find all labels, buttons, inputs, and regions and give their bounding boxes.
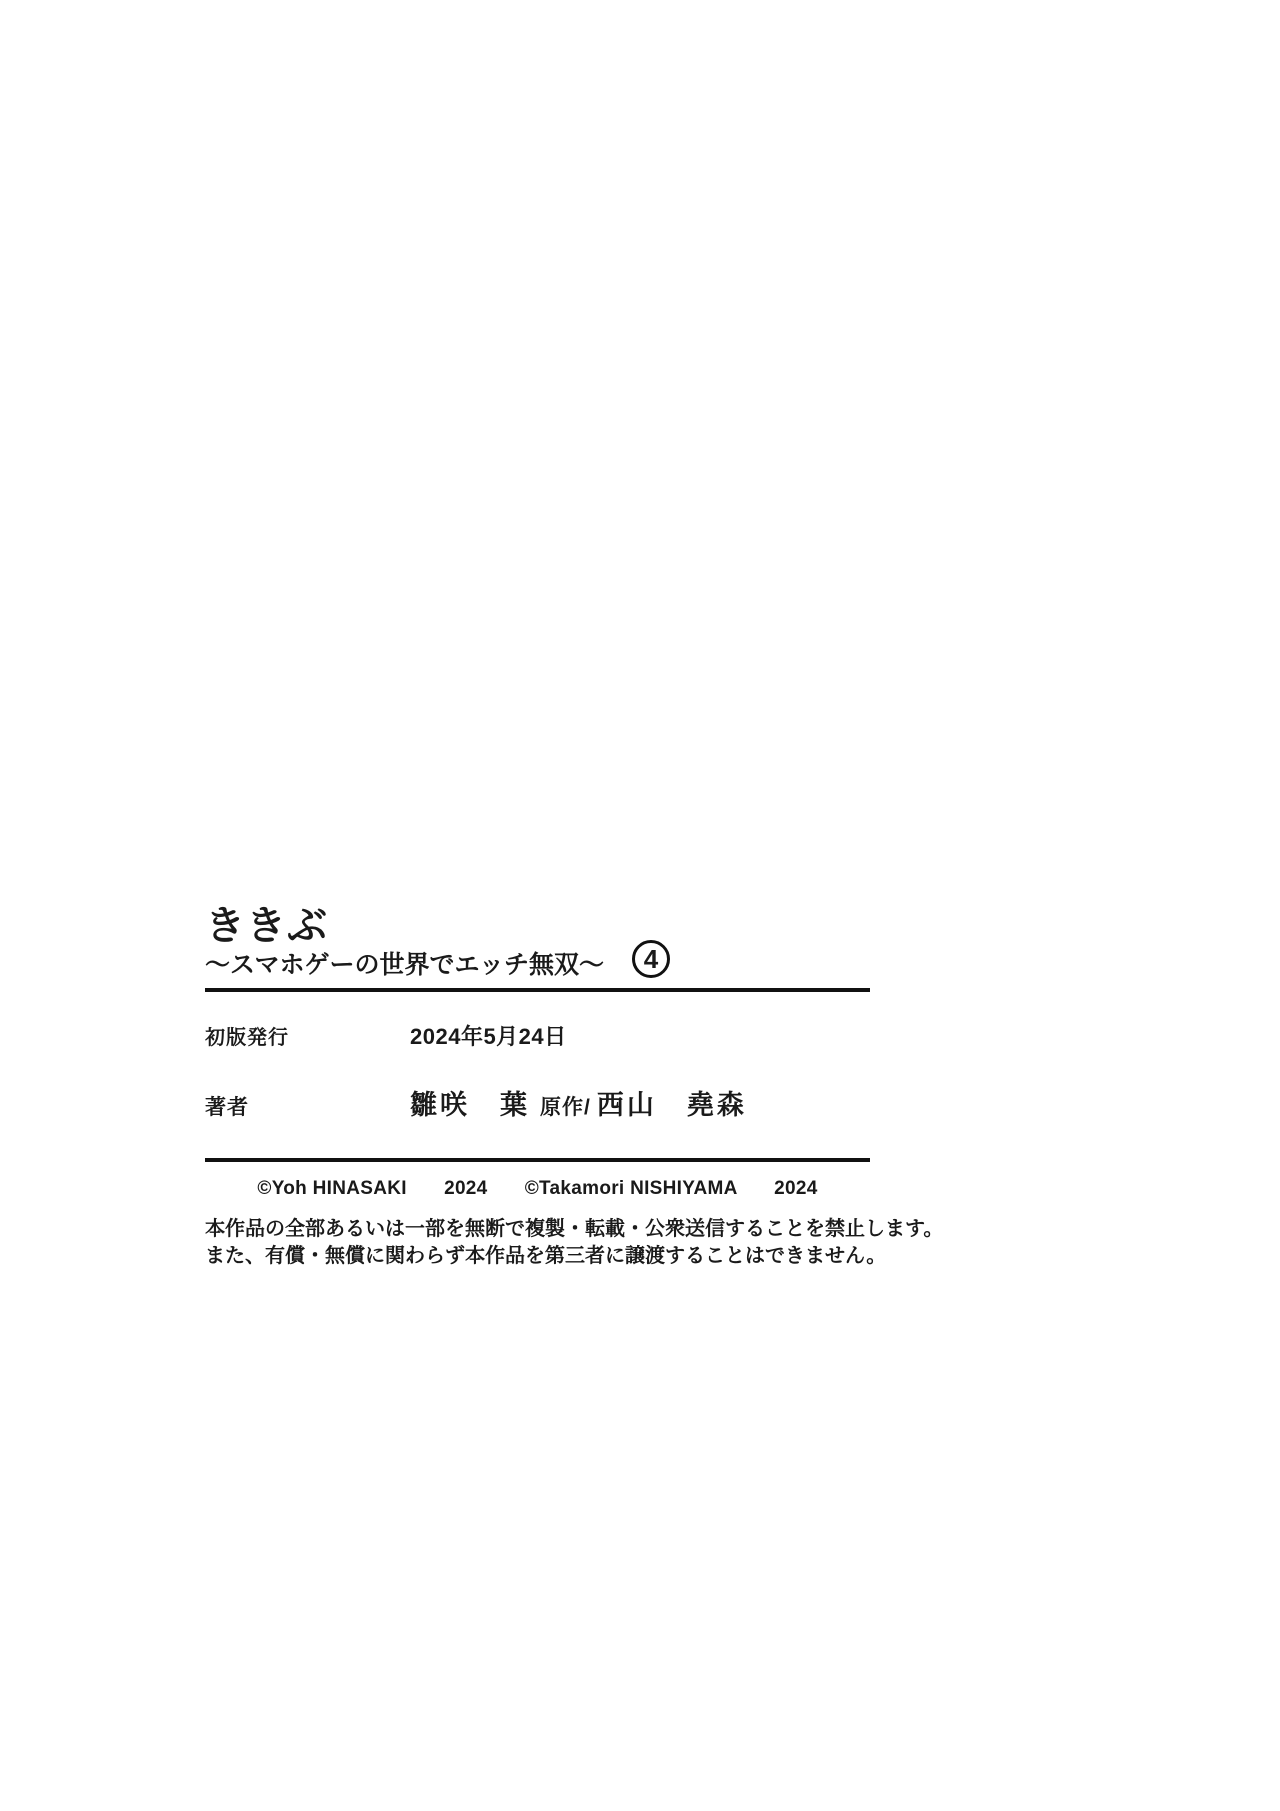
divider-top [205, 988, 870, 992]
page-subtitle: ～スマホゲーの世界でエッチ無双～ [205, 951, 605, 979]
first-edition-label: 初版発行 [205, 1026, 289, 1049]
author-value [410, 1083, 747, 1122]
table-row [205, 1020, 870, 1051]
publication-details [205, 1020, 870, 1122]
author-name: 雛咲 葉 [410, 1089, 530, 1120]
usage-notice [205, 1216, 944, 1270]
original-author-name: 西山 堯森 [596, 1089, 747, 1120]
colophon-block [205, 904, 944, 1270]
copyright-second-year: 2024 [774, 1177, 818, 1199]
divider-bottom [205, 1158, 870, 1162]
copyright-second-holder: ©Takamori NISHIYAMA [524, 1177, 737, 1199]
copyright-first-year: 2024 [444, 1177, 488, 1199]
title-row [205, 905, 870, 984]
title-block [205, 905, 604, 980]
volume-badge: 4 [632, 940, 670, 978]
copyright-line [205, 1178, 870, 1200]
page-title: ききぶ [205, 904, 328, 948]
original-author-label: 原作/ [540, 1095, 591, 1119]
copyright-first-holder: ©Yoh HINASAKI [257, 1177, 407, 1199]
author-label: 著者 [205, 1095, 249, 1119]
first-edition-date: 2024年5月24日 [410, 1023, 567, 1049]
usage-notice-line-2: また、有償・無償に関わらず本作品を第三者に譲渡することはできません。 [205, 1244, 887, 1267]
usage-notice-line-1: 本作品の全部あるいは一部を無断で複製・転載・公衆送信することを禁止します。 [205, 1217, 944, 1240]
table-row [205, 1083, 870, 1122]
